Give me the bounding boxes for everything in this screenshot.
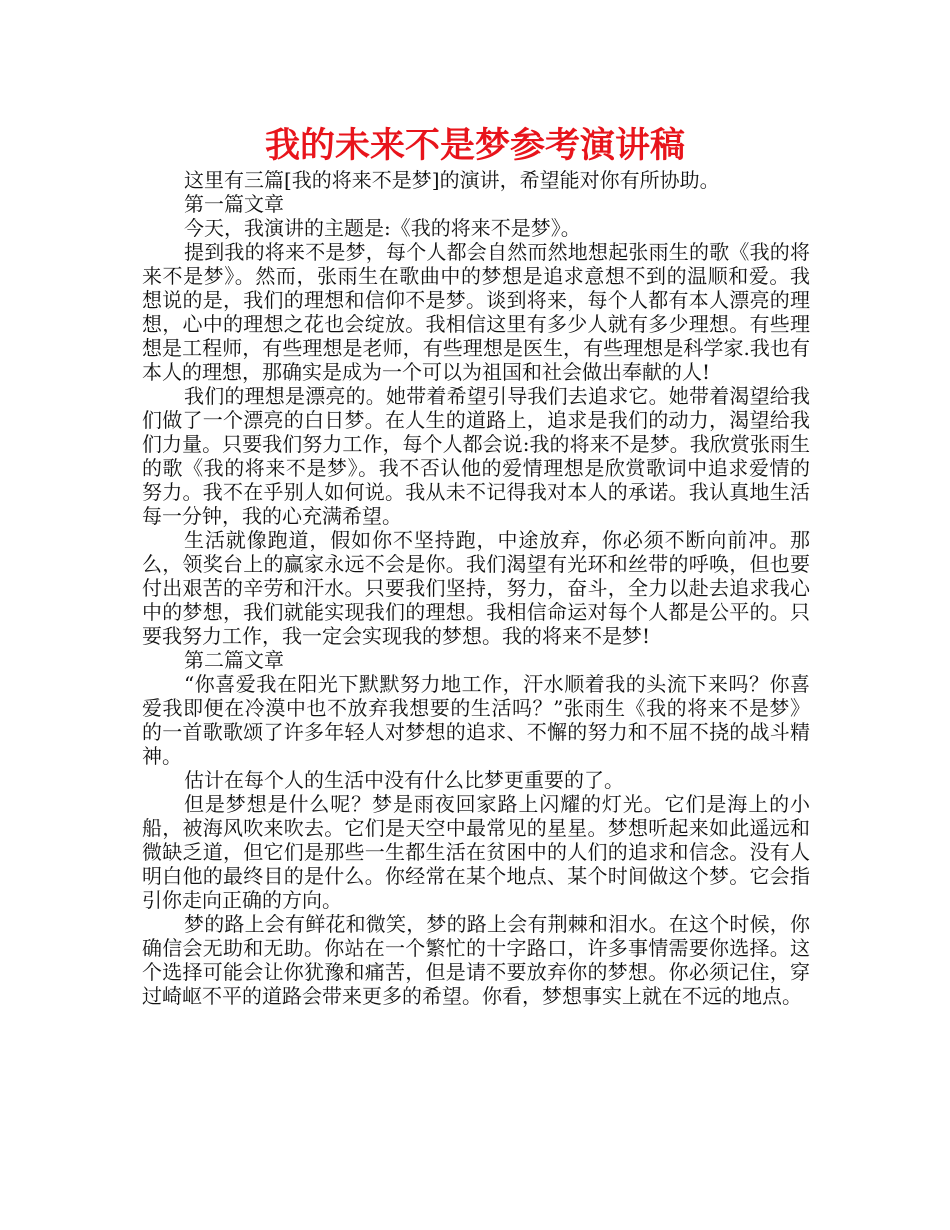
document-title: 我的未来不是梦参考演讲稿 (264, 126, 685, 166)
document-body (142, 168, 810, 1008)
paragraph: “你喜爱我在阳光下默默努力地工作，汗水顺着我的头流下来吗？你喜爱我即便在冷漠中也不放弃我想要的生活吗？”张雨生《我的将来不是梦》的一首歌歌颂了许多年轻人对梦想的追求、不懈的努力和不屈不挠的战斗精神。 (142, 672, 810, 768)
paragraph: 估计在每个人的生活中没有什么比梦更重要的了。 (184, 768, 624, 792)
section-heading-second: 第二篇文章 (184, 648, 284, 672)
section-heading-first: 第一篇文章 (184, 192, 284, 216)
paragraph-intro: 这里有三篇[我的将来不是梦]的演讲，希望能对你有所协助。 (184, 168, 720, 192)
paragraph: 但是梦想是什么呢？梦是雨夜回家路上闪耀的灯光。它们是海上的小船，被海风吹来吹去。它们是天空中最常见的星星。梦想听起来如此遥远和微缺乏道，但它们是那些一生都生活在贫困中的人们的追求和信念。没有人明白他的最终目的是什么。你经常在某个地点、某个时间做这个梦。它会指引你走向正确的方向。 (142, 792, 810, 912)
paragraph: 提到我的将来不是梦，每个人都会自然而然地想起张雨生的歌《我的将来不是梦》。然而，张雨生在歌曲中的梦想是追求意想不到的温顺和爱。我想说的是，我们的理想和信仰不是梦。谈到将来，每个人都有本人漂亮的理想，心中的理想之花也会绽放。我相信这里有多少人就有多少理想。有些理想是工程师，有些理想是老师，有些理想是医生，有些理想是科学家.我也有本人的理想，那确实是成为一个可以为祖国和社会做出奉献的人! (142, 240, 810, 384)
paragraph: 梦的路上会有鲜花和微笑，梦的路上会有荆棘和泪水。在这个时候，你确信会无助和无助。你站在一个繁忙的十字路口，许多事情需要你选择。这个选择可能会让你犹豫和痛苦，但是请不要放弃你的梦想。你必须记住，穿过崎岖不平的道路会带来更多的希望。你看，梦想事实上就在不远的地点。 (142, 912, 810, 1008)
paragraph: 我们的理想是漂亮的。她带着希望引导我们去追求它。她带着渴望给我们做了一个漂亮的白日梦。在人生的道路上，追求是我们的动力，渴望给我们力量。只要我们努力工作，每个人都会说:我的将来不是梦。我欣赏张雨生的歌《我的将来不是梦》。我不否认他的爱情理想是欣赏歌词中追求爱情的努力。我不在乎别人如何说。我从未不记得我对本人的承诺。我认真地生活每一分钟，我的心充满希望。 (142, 384, 810, 528)
paragraph: 生活就像跑道，假如你不坚持跑，中途放弃，你必须不断向前冲。那么，领奖台上的赢家永远不会是你。我们渴望有光环和丝带的呼唤，但也要付出艰苦的辛劳和汗水。只要我们坚持，努力，奋斗，全力以赴去追求我心中的梦想，我们就能实现我们的理想。我相信命运对每个人都是公平的。只要我努力工作，我一定会实现我的梦想。我的将来不是梦! (142, 528, 810, 648)
paragraph: 今天，我演讲的主题是:《我的将来不是梦》。 (184, 216, 581, 240)
